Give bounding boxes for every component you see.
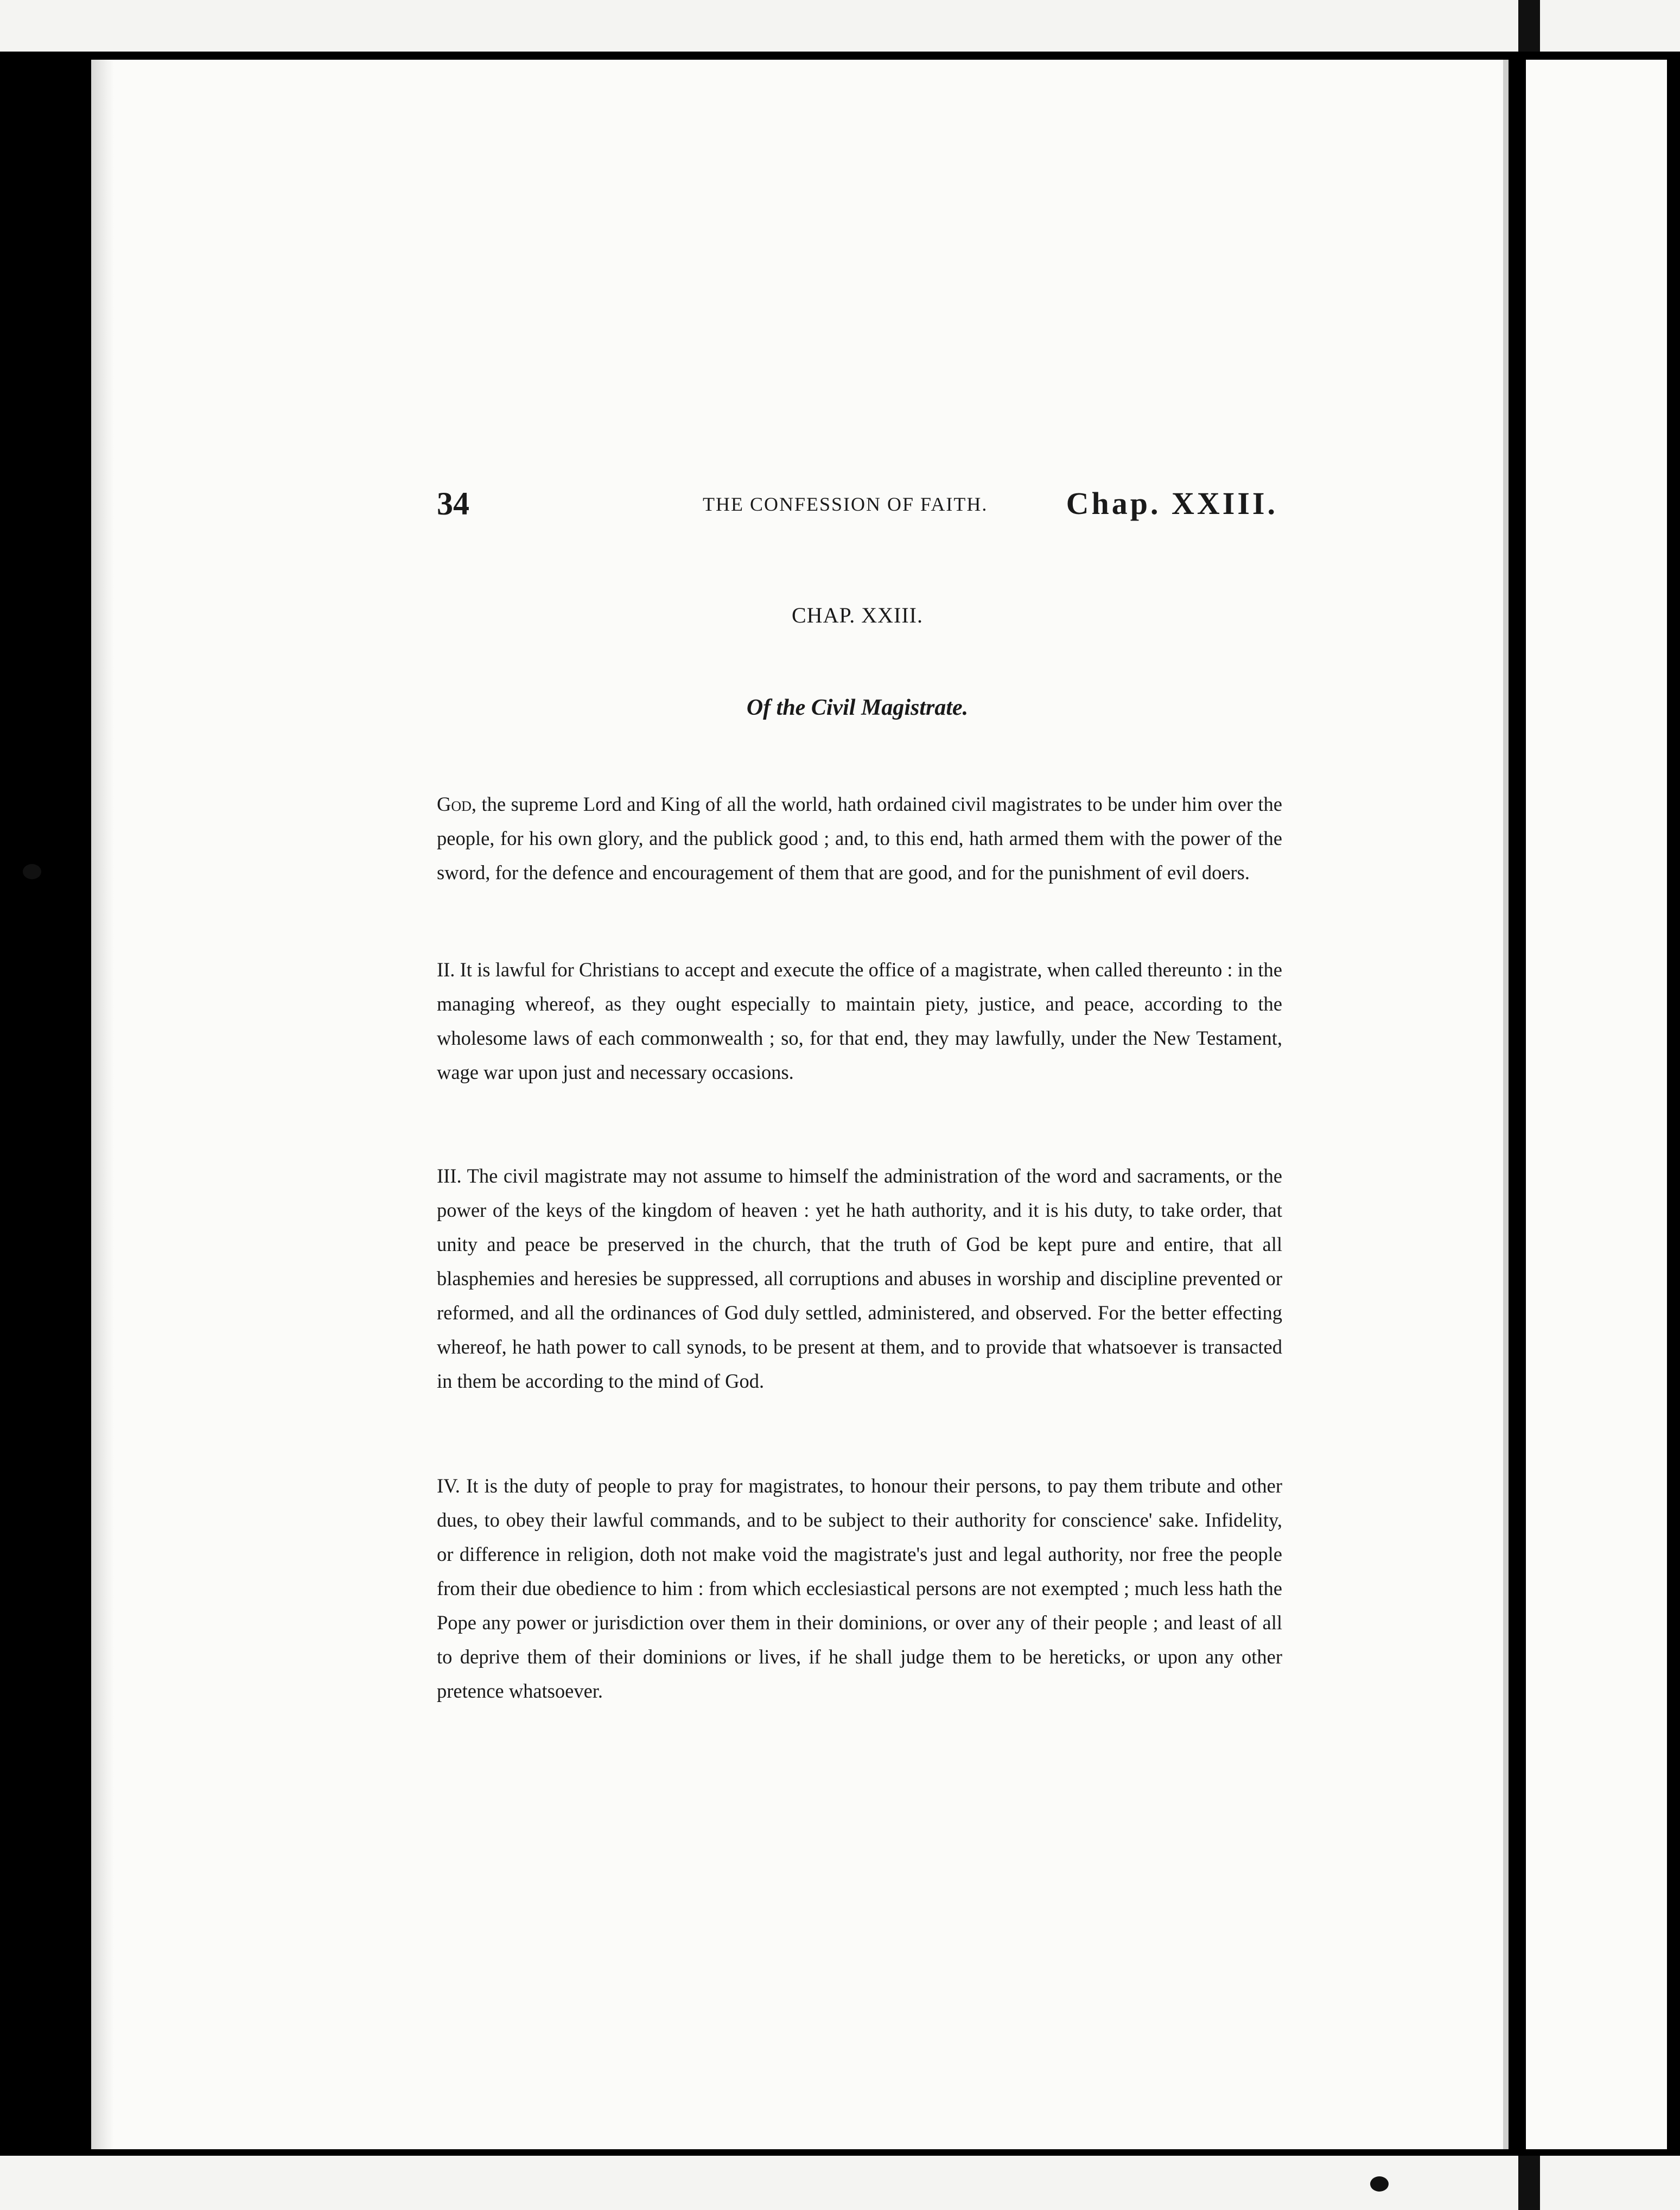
scan-gutter: [1518, 0, 1540, 52]
page-binding-edge: [91, 60, 114, 2149]
page-number: 34: [437, 486, 469, 522]
running-head: [437, 485, 1278, 523]
paragraph-4: IV. It is the duty of people to pray for magistrates, to honour their persons, to pay them tribute and other dues, to obey their lawful commands, and to be subject to their authority for conscience' sake. Infidelity, or difference in religion, doth not make void the magistrate's just and legal authority, nor free the people from their due obedience to him : from which ecclesiastical persons are not exempted ; much less hath the Pope any power or jurisdiction over them in their dominions, or over any of their people ; and least of all to deprive them of their dominions or lives, if he shall judge them to be hereticks, or upon any other pretence whatsoever.: [437, 1475, 1282, 1702]
page-fold-edge: [1503, 60, 1509, 2149]
scan-bottom-margin: [0, 2156, 1680, 2210]
scan-speck: [1370, 2176, 1389, 2192]
book-page: [91, 60, 1509, 2149]
chapter-subtitle: Of the Civil Magistrate.: [746, 695, 969, 720]
paragraph-1: [437, 787, 1282, 890]
scan-top-margin: [0, 0, 1680, 52]
paragraph-3: III. The civil magistrate may not assume to himself the administration of the word and sacraments, or the power of the keys of the kingdom of heaven : yet he hath authority, and it is his duty, to take order, that unity and peace be preserved in the church, that the truth of God be kept pure and entire, that all blasphemies and heresies be suppressed, all corruptions and abuses in worship and discipline prevented or reformed, and all the ordinances of God duly settled, administered, and observed. For the better effecting whereof, he hath power to call synods, to be present at them, and to provide that whatsoever is transacted in them be according to the mind of God.: [437, 1165, 1282, 1392]
paragraph-lead-word: God: [437, 793, 472, 815]
adjacent-page-edge: [1526, 60, 1667, 2149]
running-chapter: Chap. XXIII.: [1066, 486, 1278, 521]
paragraph-2: II. It is lawful for Christians to accept and execute the office of a magistrate, when called thereunto : in the managing whereof, as they ought especially to maintain piety, justice, and peace, according to the wholesome laws of each commonwealth ; so, for that end, they may lawfully, under the New Testament, wage war upon just and necessary occasions.: [437, 958, 1282, 1083]
scan-gutter: [1518, 2156, 1540, 2210]
paragraph-text: , the supreme Lord and King of all the world, hath ordained civil magistrates to be under him over the people, for his own glory, and the publick good ; and, to this end, hath armed them with the power of the sword, for the defence and encouragement of them that are good, and for the punishment of evil doers.: [437, 793, 1282, 884]
scan-speck: [23, 864, 41, 879]
running-title: THE CONFESSION OF FAITH.: [703, 493, 988, 515]
chapter-title: CHAP. XXIII.: [792, 603, 923, 627]
